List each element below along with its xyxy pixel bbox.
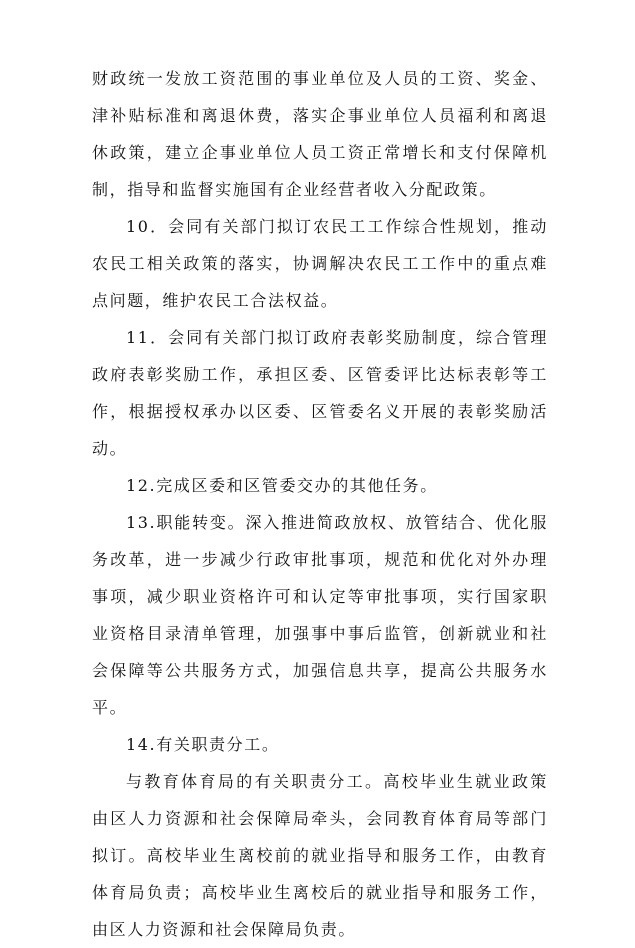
paragraph-item-11: 11．会同有关部门拟订政府表彰奖励制度，综合管理政府表彰奖励工作，承担区委、区管委评比达标表彰等工作，根据授权承办以区委、区管委名义开展的表彰奖励活动。: [92, 328, 548, 458]
paragraph-item-10: 10．会同有关部门拟订农民工工作综合性规划，推动农民工相关政策的落实，协调解决农民工工作中的重点难点问题，维护农民工合法权益。: [92, 217, 548, 310]
paragraph-item-13: 13.职能转变。深入推进简政放权、放管结合、优化服务改革，进一步减少行政审批事项，规范和优化对外办理事项，减少职业资格许可和认定等审批事项，实行国家职业资格目录清单管理，加强事中事后监管，创新就业和社会保障等公共服务方式，加强信息共享，提高公共服务水平。: [92, 513, 548, 717]
paragraph-division-of-duties: 与教育体育局的有关职责分工。高校毕业生就业政策由区人力资源和社会保障局牵头，会同教育体育局等部门拟订。高校毕业生离校前的就业指导和服务工作，由教育体育局负责；高校毕业生离校后的就业指导和服务工作，由区人力资源和社会保障局负责。: [92, 772, 548, 939]
paragraph-item-14: 14.有关职责分工。: [126, 735, 280, 754]
document-body: [92, 60, 548, 948]
paragraph-item-12: 12.完成区委和区管委交办的其他任务。: [126, 476, 438, 495]
paragraph-continuation: 财政统一发放工资范围的事业单位及人员的工资、奖金、津补贴标准和离退休费，落实企事业单位人员福利和离退休政策，建立企事业单位人员工资正常增长和支付保障机制，指导和监督实施国有企业经营者收入分配政策。: [92, 69, 548, 199]
